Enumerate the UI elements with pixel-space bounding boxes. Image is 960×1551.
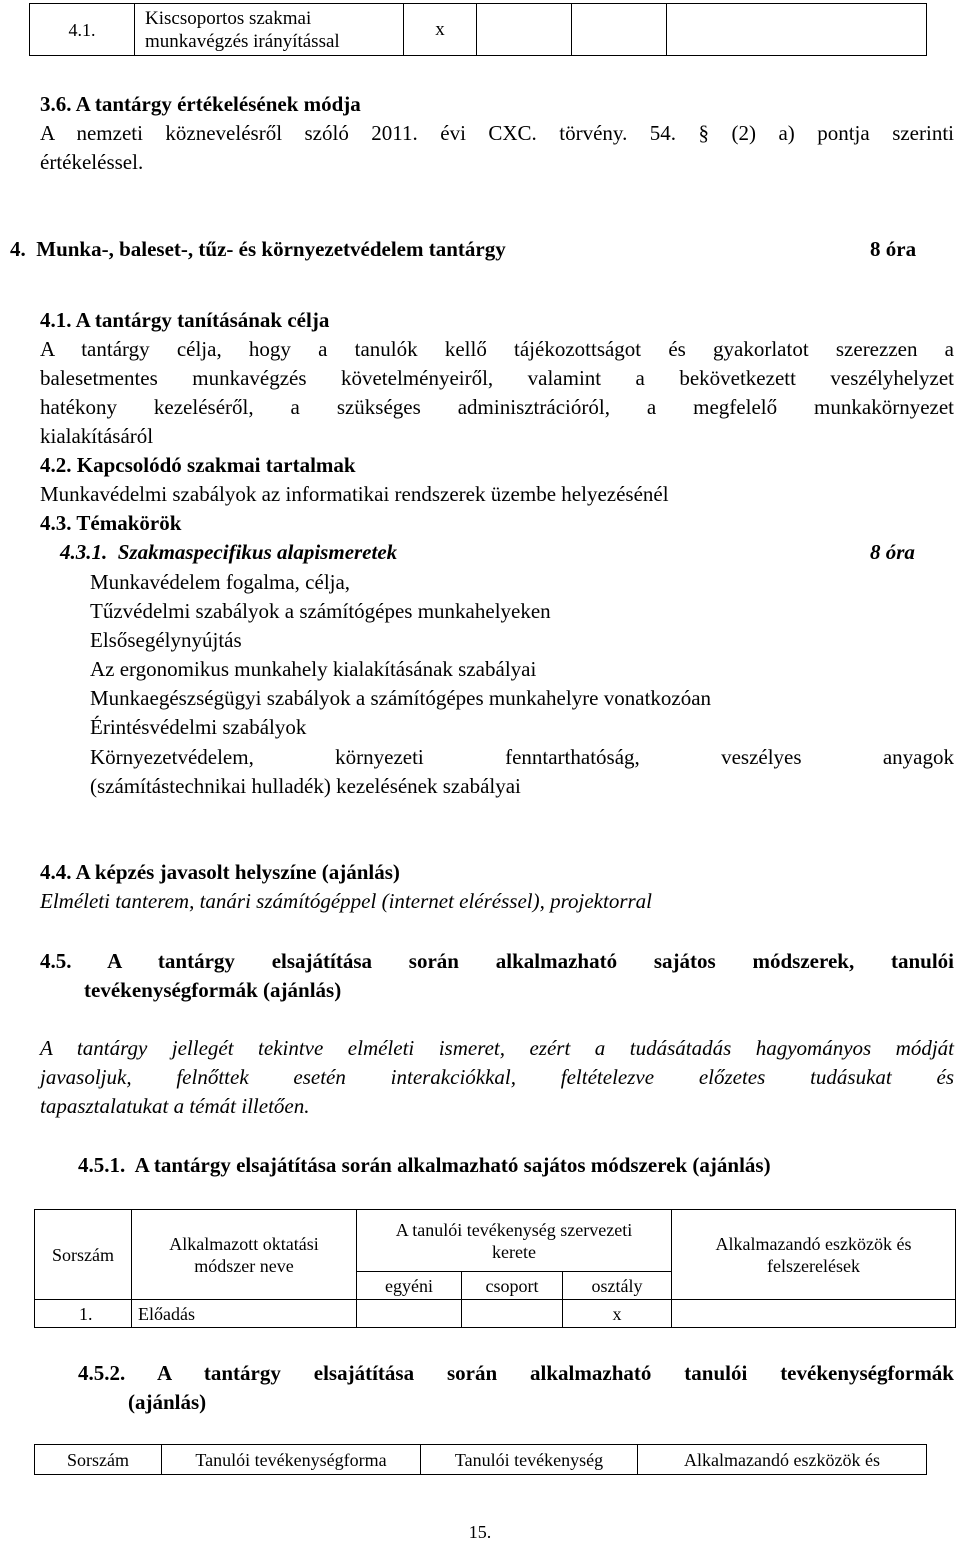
section-4-1-heading: 4.1. A tantárgy tanításának célja <box>40 308 330 332</box>
section-4-hours: 8 óra <box>870 237 917 261</box>
top-table-name-line1: Kiscsoportos szakmai <box>145 7 312 29</box>
methods-col-org-line2: kerete <box>492 1241 536 1262</box>
methods-sub-individual: egyéni <box>357 1272 462 1300</box>
section-4-5-line: A tantárgy jellegét tekintve elméleti ismeret, ezért a tudásátadás hagyományos módját <box>40 1036 954 1060</box>
section-4-5-1-heading: 4.5.1. A tantárgy elsajátítása során alkalmazható sajátos módszerek (ajánlás) <box>78 1153 771 1177</box>
section-4-2-text: Munkavédelmi szabályok az informatikai rendszerek üzembe helyezésénél <box>40 482 669 506</box>
methods-table <box>34 1209 956 1328</box>
methods-sub-class: osztály <box>563 1272 672 1300</box>
section-4-4-heading: 4.4. A képzés javasolt helyszíne (ajánlás) <box>40 860 400 884</box>
section-4-3-heading: 4.3. Témakörök <box>40 511 182 535</box>
topic-item: Munkavédelem fogalma, célja, <box>90 570 351 594</box>
section-4-1-line: hatékony kezeléséről, a szükséges adminisztrációról, a megfelelő munkakörnyezet <box>40 395 954 419</box>
section-4-5-heading-line2: tevékenységformák (ajánlás) <box>84 978 342 1002</box>
activities-col-sorszam: Sorszám <box>35 1445 162 1475</box>
section-4-5-heading-line1: 4.5. A tantárgy elsajátítása során alkalmazható sajátos módszerek, tanulói <box>40 949 954 973</box>
section-4-5-line: tapasztalatukat a témát illetően. <box>40 1094 310 1118</box>
activities-table <box>34 1444 927 1475</box>
methods-col-tools <box>672 1210 956 1300</box>
section-4-2-heading: 4.2. Kapcsolódó szakmai tartalmak <box>40 453 356 477</box>
methods-row-group <box>462 1300 563 1328</box>
section-4-1-line: A tantárgy célja, hogy a tanulók kellő tájékozottságot és gyakorlatot szerezzen a <box>40 337 954 361</box>
section-4-1-line: kialakításáról <box>40 424 154 448</box>
methods-col-method-line2: módszer neve <box>194 1255 294 1276</box>
table-row <box>35 1300 956 1328</box>
page-number: 15. <box>468 1522 492 1542</box>
topic-item: Környezetvédelem, környezeti fenntarthatóság, veszélyes anyagok <box>90 745 954 769</box>
section-4-5-2-heading-line2: (ajánlás) <box>128 1390 207 1414</box>
methods-col-sorszam: Sorszám <box>35 1210 132 1300</box>
section-4-heading: 4. Munka-, baleset-, tűz- és környezetvédelem tantárgy <box>10 237 506 261</box>
methods-row-num: 1. <box>35 1300 132 1328</box>
section-3-6-heading: 3.6. A tantárgy értékelésének módja <box>40 92 361 116</box>
topic-item: Tűzvédelmi szabályok a számítógépes munkahelyeken <box>90 599 551 623</box>
section-4-3-1-heading: 4.3.1. Szakmaspecifikus alapismeretek <box>60 540 398 564</box>
methods-col-org-line1: A tanulói tevékenység szervezeti <box>395 1219 633 1240</box>
section-3-6-line1: A nemzeti köznevelésről szóló 2011. évi CXC. törvény. 54. § (2) a) pontja szerinti <box>40 121 954 145</box>
topic-item: Érintésvédelmi szabályok <box>90 715 307 739</box>
activities-col-form: Tanulói tevékenységforma <box>162 1445 421 1475</box>
methods-row-method: Előadás <box>132 1300 357 1328</box>
methods-col-tools-line1: Alkalmazandó eszközök és <box>715 1233 912 1254</box>
section-4-5-line: javasoljuk, felnőttek esetén interakciókkal, feltételezve előzetes tudásukat és <box>40 1065 954 1089</box>
top-table-number: 4.1. <box>30 4 135 56</box>
methods-col-org <box>357 1210 672 1272</box>
methods-row-class: x <box>563 1300 672 1328</box>
section-4-3-1-hours: 8 óra <box>870 540 915 564</box>
methods-row-tools <box>672 1300 956 1328</box>
section-4-4-text: Elméleti tanterem, tanári számítógéppel (internet eléréssel), projektorral <box>40 889 652 913</box>
methods-col-method <box>132 1210 357 1300</box>
section-3-6-line2: értékeléssel. <box>40 150 144 174</box>
top-table-cell-empty <box>572 4 667 56</box>
topic-item: Munkaegészségügyi szabályok a számítógépes munkahelyre vonatkozóan <box>90 686 712 710</box>
topic-item: Elsősegélynyújtás <box>90 628 242 652</box>
section-4-1-line: balesetmentes munkavégzés követelményeiről, valamint a bekövetkezett veszélyhelyzet <box>40 366 954 390</box>
top-table-cell-empty <box>477 4 572 56</box>
methods-col-tools-line2: felszerelések <box>767 1255 860 1276</box>
activities-col-tools: Alkalmazandó eszközök és <box>638 1445 927 1475</box>
methods-col-method-line1: Alkalmazott oktatási <box>169 1233 319 1254</box>
top-table-name-line2: munkavégzés irányítással <box>145 30 340 52</box>
section-4-5-2-heading-line1: 4.5.2. A tantárgy elsajátítása során alkalmazható tanulói tevékenységformák <box>78 1361 954 1385</box>
top-table-cell-empty <box>667 4 927 56</box>
top-table <box>29 3 927 56</box>
top-table-name <box>135 4 404 56</box>
top-table-mark: x <box>404 4 477 56</box>
topic-item: (számítástechnikai hulladék) kezelésének szabályai <box>90 774 521 798</box>
methods-sub-group: csoport <box>462 1272 563 1300</box>
methods-row-individual <box>357 1300 462 1328</box>
topic-item: Az ergonomikus munkahely kialakításának szabályai <box>90 657 537 681</box>
activities-col-activity: Tanulói tevékenység <box>421 1445 638 1475</box>
